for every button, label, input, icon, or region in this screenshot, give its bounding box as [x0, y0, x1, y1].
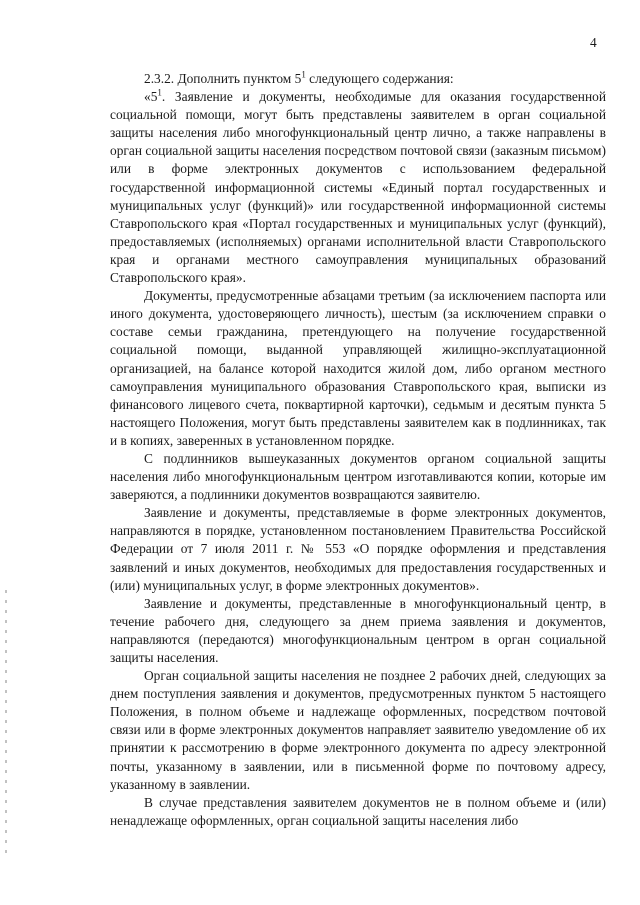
paragraph-documents: Документы, предусмотренные абзацами третьим (за исключением паспорта или иного документа, удостоверяющего личность), шестым (за исключением справки о составе семьи гражданина, претендующего на получение государственной социальной помощи, выданной управляющей жилищно-эксплуатационной организацией, на балансе которой находится жилой дом, либо органом местного самоуправления муниципального образования Ставропольского края, выписки из финансового лицевого счета, поквартирной карточки), седьмым и десятым пункта 5 настоящего Положения, могут быть представлены заявителем как в подлинниках, так и в копиях, заверенных в установленном порядке. — [110, 288, 606, 448]
paragraph-electronic-documents: Заявление и документы, представляемые в форме электронных документов, направляются в порядке, установленном постановлением Правительства Российской Федерации от 7 июля 2011 г. № 553 «О порядке оформления и представления заявлений и иных документов, необходимых для предоставления государственных и (или) муниципальных услуг, в форме электронных документов». — [110, 505, 606, 593]
paragraph-incomplete-documents: В случае представления заявителем документов не в полном объеме и (или) ненадлежаще оформленных, орган социальной защиты населения либо — [110, 794, 606, 828]
paragraph-point-5-1-start: «5 — [144, 89, 158, 105]
paragraph-notification: Орган социальной защиты населения не позднее 2 рабочих дней, следующих за днем поступления заявления и документов, предусмотренных пунктом 5 настоящего Положения, в полном объеме и надлежаще оформленных, посредством почтовой связи или в форме электронных документов направляет заявителю уведомление об их принятии к рассмотрению в форме электронного документа по адресу электронной почты, указанному в заявлении, или в письменной форме по почтовому адресу, указанному в заявлении. — [110, 668, 606, 792]
paragraph-point-5-1 — [110, 88, 606, 287]
paragraph-point-5-1-superscript: 1 — [157, 87, 162, 98]
scan-edge-marks — [5, 590, 7, 860]
paragraph-point-5-1-text: . Заявление и документы, необходимые для оказания государственной социальной помощи, могут быть представлены заявителем в орган социальной защиты населения либо многофункциональный центр лично, а также направлены в орган социальной защиты населения посредством почтовой связи (заказным письмом) или в форме электронных документов с использованием федеральной государственной информационной системы «Единый портал государственных и муниципальных услуг (функций)» или государственной информационной системы Ставропольского края «Портал государственных и муниципальных услуг (функций), предоставляемых (исполняемых) органами исполнительной власти Ставропольского края и органами местного самоуправления муниципальных образований Ставропольского края». — [110, 89, 606, 286]
section-heading-text: 2.3.2. Дополнить пунктом 5 — [144, 71, 302, 86]
paragraph-copies: С подлинников вышеуказанных документов органом социальной защиты населения либо многофункциональным центром изготавливаются копии, которые им заверяются, а подлинники документов возвращаются заявителю. — [110, 450, 606, 503]
paragraph-multifunctional-center: Заявление и документы, представленные в многофункциональный центр, в течение рабочего дня, следующего за днем приема заявления и документов, направляются (передаются) многофункциональным центром в орган социальной защиты населения. — [110, 595, 606, 665]
document-body — [110, 70, 606, 830]
section-heading-superscript: 1 — [301, 69, 306, 80]
section-heading-text-end: следующего содержания: — [305, 71, 454, 86]
section-heading — [110, 70, 606, 88]
page-number: 4 — [590, 35, 597, 50]
